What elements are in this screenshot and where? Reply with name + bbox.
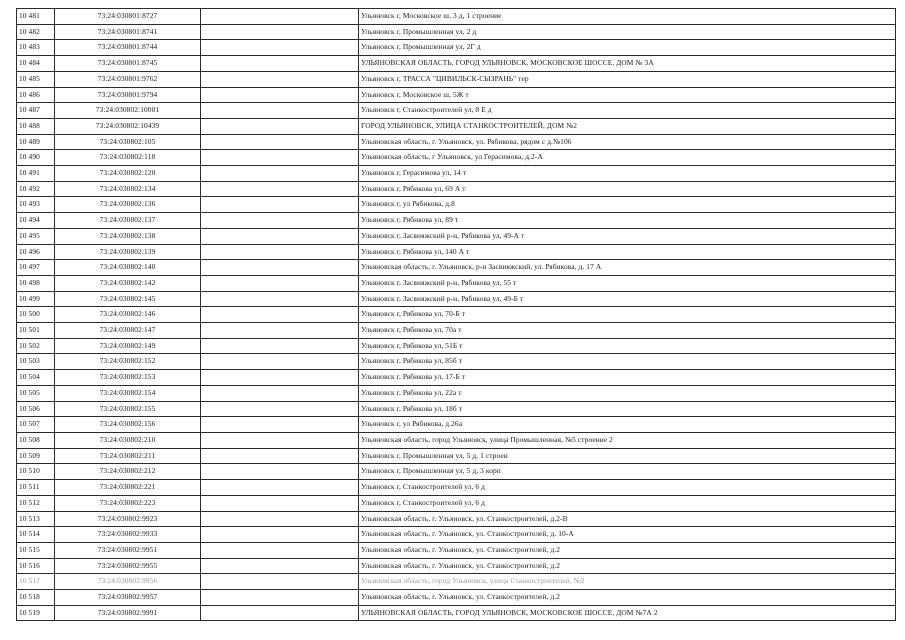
table-row xyxy=(17,480,896,496)
cadastral-number: 73:24:030802:223 xyxy=(55,495,201,511)
cadastral-number: 73:24:030802:140 xyxy=(55,260,201,276)
empty-cell xyxy=(201,307,359,323)
empty-cell xyxy=(201,448,359,464)
cadastral-number: 73:24:030802:154 xyxy=(55,385,201,401)
address-cell: Ульяновск г, Рябикова ул, 17-Б т xyxy=(359,370,896,386)
row-number: 10 513 xyxy=(17,511,55,527)
address-cell: УЛЬЯНОВСКАЯ ОБЛАСТЬ, ГОРОД УЛЬЯНОВСК, МОСКОВСКОЕ ШОССЕ, ДОМ №7А 2 xyxy=(359,605,896,621)
cadastral-number: 73:24:030802:9956 xyxy=(55,574,201,590)
row-number: 10 507 xyxy=(17,417,55,433)
row-number: 10 500 xyxy=(17,307,55,323)
address-cell: Ульяновск г, Засвияжский р-н, Рябикова ул, 49-Б т xyxy=(359,291,896,307)
table-row xyxy=(17,511,896,527)
table-row xyxy=(17,590,896,606)
empty-cell xyxy=(201,480,359,496)
table-row xyxy=(17,87,896,103)
cadastral-number: 73:24:030802:138 xyxy=(55,228,201,244)
row-number: 10 509 xyxy=(17,448,55,464)
table-row xyxy=(17,40,896,56)
empty-cell xyxy=(201,197,359,213)
empty-cell xyxy=(201,275,359,291)
row-number: 10 516 xyxy=(17,558,55,574)
cadastral-number: 73:24:030802:136 xyxy=(55,197,201,213)
empty-cell xyxy=(201,417,359,433)
cadastral-number: 73:24:030801:9794 xyxy=(55,87,201,103)
address-cell: Ульяновск г, ул Рябикова, д.26а xyxy=(359,417,896,433)
row-number: 10 491 xyxy=(17,166,55,182)
address-cell: Ульяновск г, Засвияжский р-н, Рябикова ул, 55 т xyxy=(359,275,896,291)
address-cell: Ульяновск г, Рябикова ул, 140 А т xyxy=(359,244,896,260)
row-number: 10 510 xyxy=(17,464,55,480)
address-cell: Ульяновск г, Рябикова ул, 89 т xyxy=(359,213,896,229)
row-number: 10 517 xyxy=(17,574,55,590)
row-number: 10 498 xyxy=(17,275,55,291)
empty-cell xyxy=(201,590,359,606)
row-number: 10 481 xyxy=(17,9,55,25)
row-number: 10 489 xyxy=(17,134,55,150)
empty-cell xyxy=(201,527,359,543)
empty-cell xyxy=(201,166,359,182)
address-cell: Ульяновск г, Рябикова ул, 85б т xyxy=(359,354,896,370)
empty-cell xyxy=(201,542,359,558)
cadastral-number: 73:24:030802:210 xyxy=(55,432,201,448)
address-cell: Ульяновск г, Московское ш, 3 д, 1 строение xyxy=(359,9,896,25)
empty-cell xyxy=(201,244,359,260)
address-cell: Ульяновск г, Герасимова ул, 14 т xyxy=(359,166,896,182)
cadastral-number: 73:24:030802:211 xyxy=(55,448,201,464)
empty-cell xyxy=(201,24,359,40)
cadastral-number: 73:24:030802:10001 xyxy=(55,103,201,119)
table-row xyxy=(17,291,896,307)
address-cell: Ульяновская область, г. Ульяновск, ул. Станкостроителей, д.2 xyxy=(359,590,896,606)
empty-cell xyxy=(201,134,359,150)
empty-cell xyxy=(201,56,359,72)
cadastral-number: 73:24:030802:142 xyxy=(55,275,201,291)
empty-cell xyxy=(201,338,359,354)
address-cell: Ульяновск г, Московское ш, 5Ж т xyxy=(359,87,896,103)
table-row xyxy=(17,150,896,166)
cadastral-number: 73:24:030802:146 xyxy=(55,307,201,323)
table-row xyxy=(17,307,896,323)
row-number: 10 484 xyxy=(17,56,55,72)
address-cell: Ульяновск г, Рябикова ул, 70-Б т xyxy=(359,307,896,323)
table-row xyxy=(17,495,896,511)
row-number: 10 512 xyxy=(17,495,55,511)
address-cell: Ульяновская область, г. Ульяновск, ул. Станкостроителей, д. 10-А xyxy=(359,527,896,543)
empty-cell xyxy=(201,354,359,370)
address-cell: Ульяновская область, город Ульяновск, улица Промышленная, №5 строение 2 xyxy=(359,432,896,448)
address-cell: Ульяновск г, Рябикова ул, 18б т xyxy=(359,401,896,417)
row-number: 10 502 xyxy=(17,338,55,354)
address-cell: Ульяновская область, г. Ульяновск, ул. Станкостроителей, д.2 xyxy=(359,542,896,558)
table-row xyxy=(17,118,896,134)
empty-cell xyxy=(201,511,359,527)
empty-cell xyxy=(201,260,359,276)
table-row xyxy=(17,134,896,150)
cadastral-number: 73:24:030802:155 xyxy=(55,401,201,417)
cadastral-number: 73:24:030802:105 xyxy=(55,134,201,150)
address-cell: Ульяновск г, Станкостроителей ул, 6 д xyxy=(359,480,896,496)
table-row xyxy=(17,401,896,417)
address-cell: Ульяновск г, Рябикова ул, 69 А т xyxy=(359,181,896,197)
row-number: 10 506 xyxy=(17,401,55,417)
empty-cell xyxy=(201,370,359,386)
empty-cell xyxy=(201,464,359,480)
empty-cell xyxy=(201,71,359,87)
address-cell: Ульяновская область, г. Ульяновск, ул. Рябикова, рядом с д.№106 xyxy=(359,134,896,150)
row-number: 10 499 xyxy=(17,291,55,307)
table-row xyxy=(17,260,896,276)
row-number: 10 492 xyxy=(17,181,55,197)
cadastral-number: 73:24:030802:156 xyxy=(55,417,201,433)
cadastral-number: 73:24:030802:149 xyxy=(55,338,201,354)
address-cell: Ульяновск г, Рябикова ул, 51Б т xyxy=(359,338,896,354)
empty-cell xyxy=(201,181,359,197)
empty-cell xyxy=(201,432,359,448)
row-number: 10 504 xyxy=(17,370,55,386)
table-row xyxy=(17,275,896,291)
row-number: 10 518 xyxy=(17,590,55,606)
address-cell: Ульяновск г, Станкостроителей ул, 8 Е д xyxy=(359,103,896,119)
address-cell: Ульяновск г, Засвияжский р-н, Рябикова ул, 49-А т xyxy=(359,228,896,244)
address-cell: Ульяновская область, г. Ульяновск, р-н Засвияжский, ул. Рябикова, д. 17 А xyxy=(359,260,896,276)
row-number: 10 485 xyxy=(17,71,55,87)
table-row xyxy=(17,24,896,40)
row-number: 10 503 xyxy=(17,354,55,370)
table-row xyxy=(17,103,896,119)
empty-cell xyxy=(201,291,359,307)
empty-cell xyxy=(201,574,359,590)
row-number: 10 487 xyxy=(17,103,55,119)
row-number: 10 486 xyxy=(17,87,55,103)
address-cell: Ульяновская область, город Ульяновск, улица Станкостроителей, №2 xyxy=(359,574,896,590)
address-cell: Ульяновск г, Промышленная ул, 5 д, 1 строен xyxy=(359,448,896,464)
table-row xyxy=(17,197,896,213)
cadastral-number: 73:24:030802:221 xyxy=(55,480,201,496)
empty-cell xyxy=(201,87,359,103)
empty-cell xyxy=(201,118,359,134)
address-cell: Ульяновск г, Промышленная ул, 2Г д xyxy=(359,40,896,56)
cadastral-number: 73:24:030801:8741 xyxy=(55,24,201,40)
address-cell: Ульяновск г, Станкостроителей ул, 6 д xyxy=(359,495,896,511)
cadastral-number: 73:24:030802:120 xyxy=(55,166,201,182)
address-cell: Ульяновск г, Рябикова ул, 70а т xyxy=(359,323,896,339)
row-number: 10 519 xyxy=(17,605,55,621)
registry-body xyxy=(17,9,896,621)
table-row xyxy=(17,448,896,464)
cadastral-number: 73:24:030801:8745 xyxy=(55,56,201,72)
cadastral-number: 73:24:030802:139 xyxy=(55,244,201,260)
cadastral-number: 73:24:030801:9762 xyxy=(55,71,201,87)
table-row xyxy=(17,385,896,401)
row-number: 10 483 xyxy=(17,40,55,56)
address-cell: Ульяновская область, г. Ульяновск, ул. Станкостроителей, д.2 xyxy=(359,558,896,574)
empty-cell xyxy=(201,40,359,56)
row-number: 10 515 xyxy=(17,542,55,558)
table-row xyxy=(17,558,896,574)
address-cell: ГОРОД УЛЬЯНОВСК, УЛИЦА СТАНКОСТРОИТЕЛЕЙ, ДОМ №2 xyxy=(359,118,896,134)
empty-cell xyxy=(201,150,359,166)
address-cell: Ульяновск г, Промышленная ул, 2 д xyxy=(359,24,896,40)
address-cell: УЛЬЯНОВСКАЯ ОБЛАСТЬ, ГОРОД УЛЬЯНОВСК, МОСКОВСКОЕ ШОССЕ, ДОМ № 3А xyxy=(359,56,896,72)
cadastral-number: 73:24:030802:145 xyxy=(55,291,201,307)
row-number: 10 482 xyxy=(17,24,55,40)
empty-cell xyxy=(201,9,359,25)
cadastral-number: 73:24:030802:134 xyxy=(55,181,201,197)
table-row xyxy=(17,56,896,72)
table-row xyxy=(17,542,896,558)
cadastral-number: 73:24:030802:212 xyxy=(55,464,201,480)
empty-cell xyxy=(201,558,359,574)
cadastral-number: 73:24:030802:9923 xyxy=(55,511,201,527)
row-number: 10 490 xyxy=(17,150,55,166)
cadastral-number: 73:24:030801:8744 xyxy=(55,40,201,56)
address-cell: Ульяновская область, г. Ульяновск, ул. Станкостроителей, д.2-В xyxy=(359,511,896,527)
empty-cell xyxy=(201,228,359,244)
cadastral-number: 73:24:030802:9955 xyxy=(55,558,201,574)
row-number: 10 495 xyxy=(17,228,55,244)
cadastral-number: 73:24:030802:147 xyxy=(55,323,201,339)
empty-cell xyxy=(201,213,359,229)
row-number: 10 511 xyxy=(17,480,55,496)
table-row xyxy=(17,166,896,182)
table-row xyxy=(17,417,896,433)
empty-cell xyxy=(201,605,359,621)
empty-cell xyxy=(201,385,359,401)
table-row xyxy=(17,574,896,590)
row-number: 10 508 xyxy=(17,432,55,448)
table-row xyxy=(17,181,896,197)
address-cell: Ульяновск г, ул Рябикова, д.8 xyxy=(359,197,896,213)
registry-table xyxy=(16,8,896,621)
address-cell: Ульяновск г, ТРАССА "ЦИВИЛЬСК-СЫЗРАНЬ" тер xyxy=(359,71,896,87)
table-row xyxy=(17,228,896,244)
row-number: 10 488 xyxy=(17,118,55,134)
address-cell: Ульяновская область, г Ульяновск, ул Герасимова, д.2-А xyxy=(359,150,896,166)
cadastral-number: 73:24:030802:153 xyxy=(55,370,201,386)
empty-cell xyxy=(201,495,359,511)
cadastral-number: 73:24:030802:10439 xyxy=(55,118,201,134)
table-row xyxy=(17,71,896,87)
address-cell: Ульяновск г, Промышленная ул, 5 д, 3 корп xyxy=(359,464,896,480)
cadastral-number: 73:24:030802:9933 xyxy=(55,527,201,543)
table-row xyxy=(17,244,896,260)
empty-cell xyxy=(201,401,359,417)
row-number: 10 493 xyxy=(17,197,55,213)
cadastral-number: 73:24:030801:8727 xyxy=(55,9,201,25)
cadastral-number: 73:24:030802:9957 xyxy=(55,590,201,606)
cadastral-number: 73:24:030802:152 xyxy=(55,354,201,370)
table-row xyxy=(17,354,896,370)
table-row xyxy=(17,9,896,25)
empty-cell xyxy=(201,103,359,119)
empty-cell xyxy=(201,323,359,339)
cadastral-number: 73:24:030802:118 xyxy=(55,150,201,166)
table-row xyxy=(17,323,896,339)
table-row xyxy=(17,432,896,448)
row-number: 10 494 xyxy=(17,213,55,229)
row-number: 10 514 xyxy=(17,527,55,543)
address-cell: Ульяновск г, Рябикова ул, 22а т xyxy=(359,385,896,401)
cadastral-number: 73:24:030802:137 xyxy=(55,213,201,229)
row-number: 10 497 xyxy=(17,260,55,276)
cadastral-number: 73:24:030802:9951 xyxy=(55,542,201,558)
table-row xyxy=(17,370,896,386)
row-number: 10 505 xyxy=(17,385,55,401)
row-number: 10 501 xyxy=(17,323,55,339)
table-row xyxy=(17,527,896,543)
table-row xyxy=(17,338,896,354)
table-row xyxy=(17,464,896,480)
table-row xyxy=(17,213,896,229)
row-number: 10 496 xyxy=(17,244,55,260)
cadastral-number: 73:24:030802:9991 xyxy=(55,605,201,621)
table-row xyxy=(17,605,896,621)
